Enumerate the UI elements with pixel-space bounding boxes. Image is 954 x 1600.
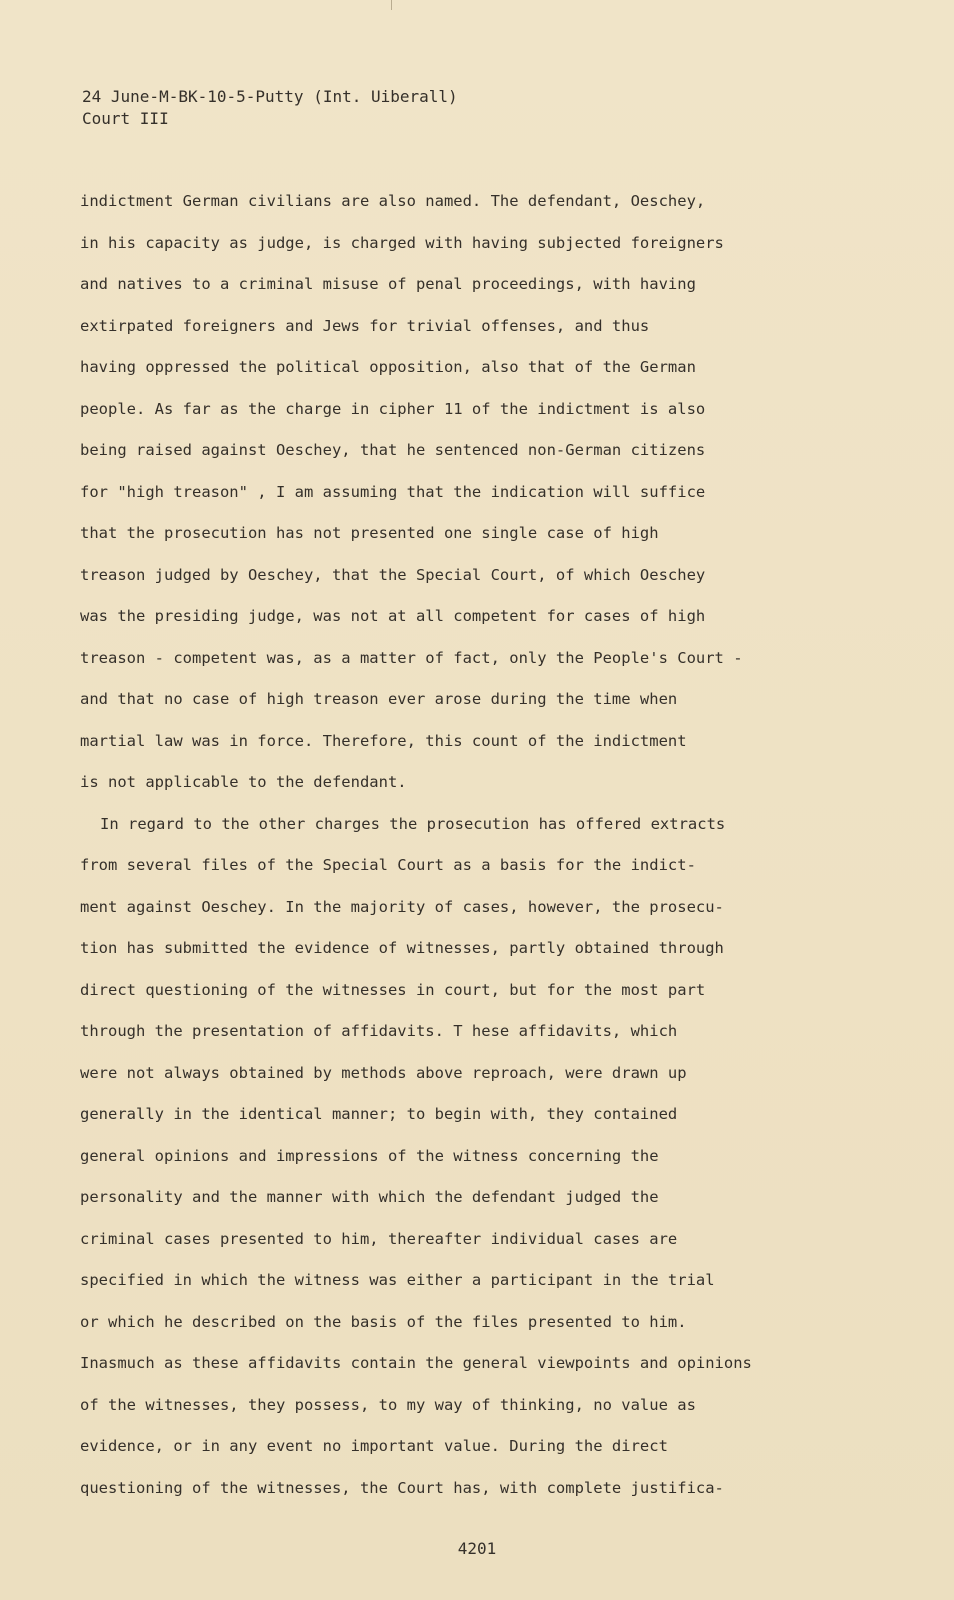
body-line: that the prosecution has not presented one single case of high	[80, 524, 659, 542]
body-line: and natives to a criminal misuse of penal proceedings, with having	[80, 275, 696, 293]
body-line: in his capacity as judge, is charged with having subjected foreigners	[80, 233, 724, 252]
body-line: people. As far as the charge in cipher 11 of the indictment is also	[80, 399, 706, 418]
body-line: Inasmuch as these affidavits contain the general viewpoints and opinions	[80, 1354, 752, 1372]
body-line: tion has submitted the evidence of witnesses, partly obtained through	[80, 939, 724, 957]
body-line: having oppressed the political opposition, also that of the German	[80, 358, 696, 376]
body-line: of the witnesses, they possess, to my way of thinking, no value as	[80, 1395, 696, 1414]
margin-mark	[391, 0, 392, 10]
body-line: treason judged by Oeschey, that the Special Court, of which Oeschey	[80, 565, 706, 584]
body-line: In regard to the other charges the prosecution has offered extracts	[100, 814, 726, 833]
document-header	[82, 86, 458, 130]
body-line: for "high treason" , I am assuming that the indication will suffice	[80, 482, 706, 501]
body-line: martial law was in force. Therefore, this count of the indictment	[80, 731, 687, 750]
body-line: and that no case of high treason ever arose during the time when	[80, 690, 678, 708]
body-line: evidence, or in any event no important value. During the direct	[80, 1437, 668, 1455]
body-line: indictment German civilians are also named. The defendant, Oeschey,	[80, 192, 706, 210]
body-line: through the presentation of affidavits. T hese affidavits, which	[80, 1022, 678, 1040]
header-reference-line: 24 June-M-BK-10-5-Putty (Int. Uiberall)	[82, 87, 458, 106]
body-line: specified in which the witness was either a participant in the trial	[80, 1271, 715, 1289]
body-line: from several files of the Special Court as a basis for the indict-	[80, 856, 696, 874]
body-line: being raised against Oeschey, that he sentenced non-German citizens	[80, 441, 706, 459]
page-number: 4201	[457, 1539, 497, 1558]
body-line: or which he described on the basis of the files presented to him.	[80, 1312, 687, 1331]
body-line: is not applicable to the defendant.	[80, 773, 407, 791]
body-line: was the presiding judge, was not at all competent for cases of high	[80, 607, 706, 625]
body-line: ment against Oeschey. In the majority of cases, however, the prosecu-	[80, 897, 724, 916]
header-court-line: Court III	[82, 109, 169, 128]
body-line: treason - competent was, as a matter of fact, only the People's Court -	[80, 648, 743, 667]
body-line: extirpated foreigners and Jews for trivial offenses, and thus	[80, 316, 650, 335]
body-line: criminal cases presented to him, thereafter individual cases are	[80, 1229, 678, 1248]
body-line: direct questioning of the witnesses in court, but for the most part	[80, 980, 706, 999]
body-line: were not always obtained by methods above reproach, were drawn up	[80, 1063, 687, 1082]
body-line: generally in the identical manner; to begin with, they contained	[80, 1105, 678, 1123]
document-body	[80, 190, 850, 1518]
body-line: questioning of the witnesses, the Court has, with complete justifica-	[80, 1478, 724, 1497]
body-line: general opinions and impressions of the witness concerning the	[80, 1146, 659, 1165]
body-line: personality and the manner with which the defendant judged the	[80, 1188, 659, 1206]
